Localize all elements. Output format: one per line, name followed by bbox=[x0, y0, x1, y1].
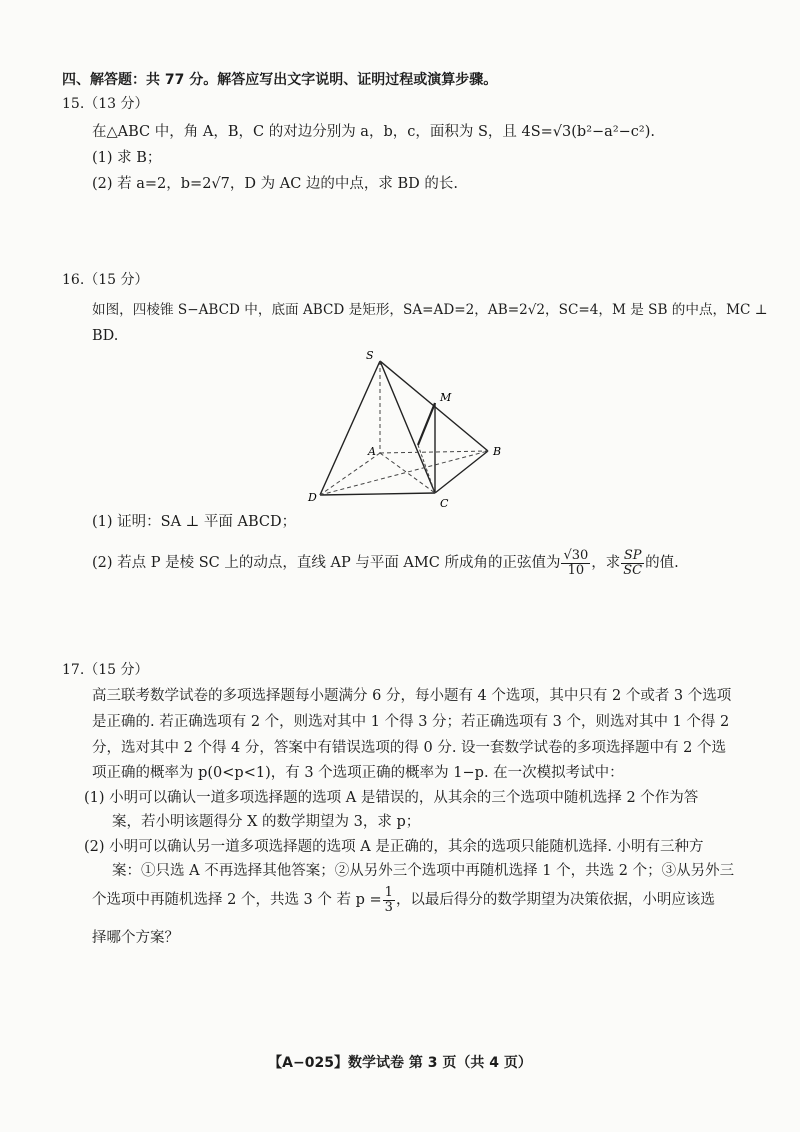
q17-part2-line4: 择哪个方案？ bbox=[92, 930, 179, 946]
q17-part2-line2: 案：①只选 A 不再选择其他答案；②从另外三个选项中再随机选择 1 个，共选 2 个；③从另外三 bbox=[112, 863, 735, 879]
q17-line1: 高三联考数学试卷的多项选择题每小题满分 6 分，每小题有 4 个选项，其中只有 2 个或者 3 个选项 bbox=[92, 688, 732, 704]
section-heading: 四、解答题：共 77 分。解答应写出文字说明、证明过程或演算步骤。 bbox=[62, 72, 498, 88]
p-fraction-num: 1 bbox=[384, 884, 393, 900]
sine-fraction bbox=[561, 549, 590, 578]
q16-part2-text-c: 的值. bbox=[645, 555, 679, 571]
q17-part2-line3-b: ，以最后得分的数学期望为决策依据，小明应该选 bbox=[395, 892, 715, 908]
sine-fraction-num: √30 bbox=[563, 547, 589, 563]
label-C: C bbox=[440, 497, 449, 510]
q17-line4: 项正确的概率为 p(0<p<1)，有 3 个选项正确的概率为 1−p. 在一次模拟考试中： bbox=[92, 765, 624, 781]
label-B: B bbox=[493, 445, 502, 458]
q16-number: 16.（15 分） bbox=[62, 272, 149, 288]
ratio-fraction bbox=[621, 549, 644, 578]
p-fraction-den: 3 bbox=[384, 899, 393, 915]
q17-part1-line1: (1) 小明可以确认一道多项选择题的选项 A 是错误的，从其余的三个选项中随机选择 2 个作为答 bbox=[84, 790, 699, 806]
q15-number: 15.（13 分） bbox=[62, 96, 149, 112]
q15-part1: (1) 求 B； bbox=[92, 150, 162, 166]
ratio-fraction-den: SC bbox=[623, 562, 643, 578]
p-fraction bbox=[383, 886, 395, 915]
q16-stem-line1: 如图，四棱锥 S−ABCD 中，底面 ABCD 是矩形，SA=AD=2，AB=2√2，SC=4，M 是 SB 的中点，MC ⊥ bbox=[92, 302, 768, 318]
ratio-fraction-num: SP bbox=[621, 549, 644, 564]
q17-part1-line2: 案，若小明该题得分 X 的数学期望为 3，求 p； bbox=[112, 814, 421, 830]
q15-part2: (2) 若 a=2，b=2√7，D 为 AC 边的中点，求 BD 的长. bbox=[92, 176, 459, 192]
q17-line3: 分，选对其中 2 个得 4 分，答案中有错误选项的得 0 分. 设一套数学试卷的多项选择题中有 2 个选 bbox=[92, 740, 726, 756]
q17-line2: 是正确的. 若正确选项有 2 个，则选对其中 1 个得 3 分；若正确选项有 3 个，则选对其中 1 个得 2 bbox=[92, 714, 730, 730]
q16-part2-text-b: ，求 bbox=[591, 555, 621, 571]
label-S: S bbox=[366, 349, 374, 362]
q17-part2-line3 bbox=[92, 884, 715, 916]
q16-part2-text-a: (2) 若点 P 是棱 SC 上的动点，直线 AP 与平面 AMC 所成角的正弦值为 bbox=[92, 555, 561, 571]
q17-part2-line1: (2) 小明可以确认另一道多项选择题的选项 A 是正确的，其余的选项只能随机选择. 小明有三种方 bbox=[84, 839, 704, 855]
label-D: D bbox=[308, 491, 317, 504]
page-footer: 【A−025】数学试卷 第 3 页（共 4 页） bbox=[268, 1055, 532, 1071]
q17-number: 17.（15 分） bbox=[62, 662, 149, 678]
q17-part2-line3-a: 个选项中再随机选择 2 个，共选 3 个 若 p = bbox=[92, 892, 382, 908]
q15-stem: 在△ABC 中，角 A，B，C 的对边分别为 a，b，c，面积为 S，且 4S=√3(b²−a²−c²). bbox=[92, 124, 655, 140]
pyramid-figure bbox=[300, 345, 510, 515]
sine-fraction-den: 10 bbox=[567, 562, 585, 578]
q16-part2 bbox=[92, 548, 679, 578]
label-A: A bbox=[368, 445, 376, 458]
q16-part1: (1) 证明：SA ⊥ 平面 ABCD； bbox=[92, 514, 297, 530]
q16-stem-line2: BD. bbox=[92, 328, 119, 344]
label-M: M bbox=[440, 391, 452, 404]
